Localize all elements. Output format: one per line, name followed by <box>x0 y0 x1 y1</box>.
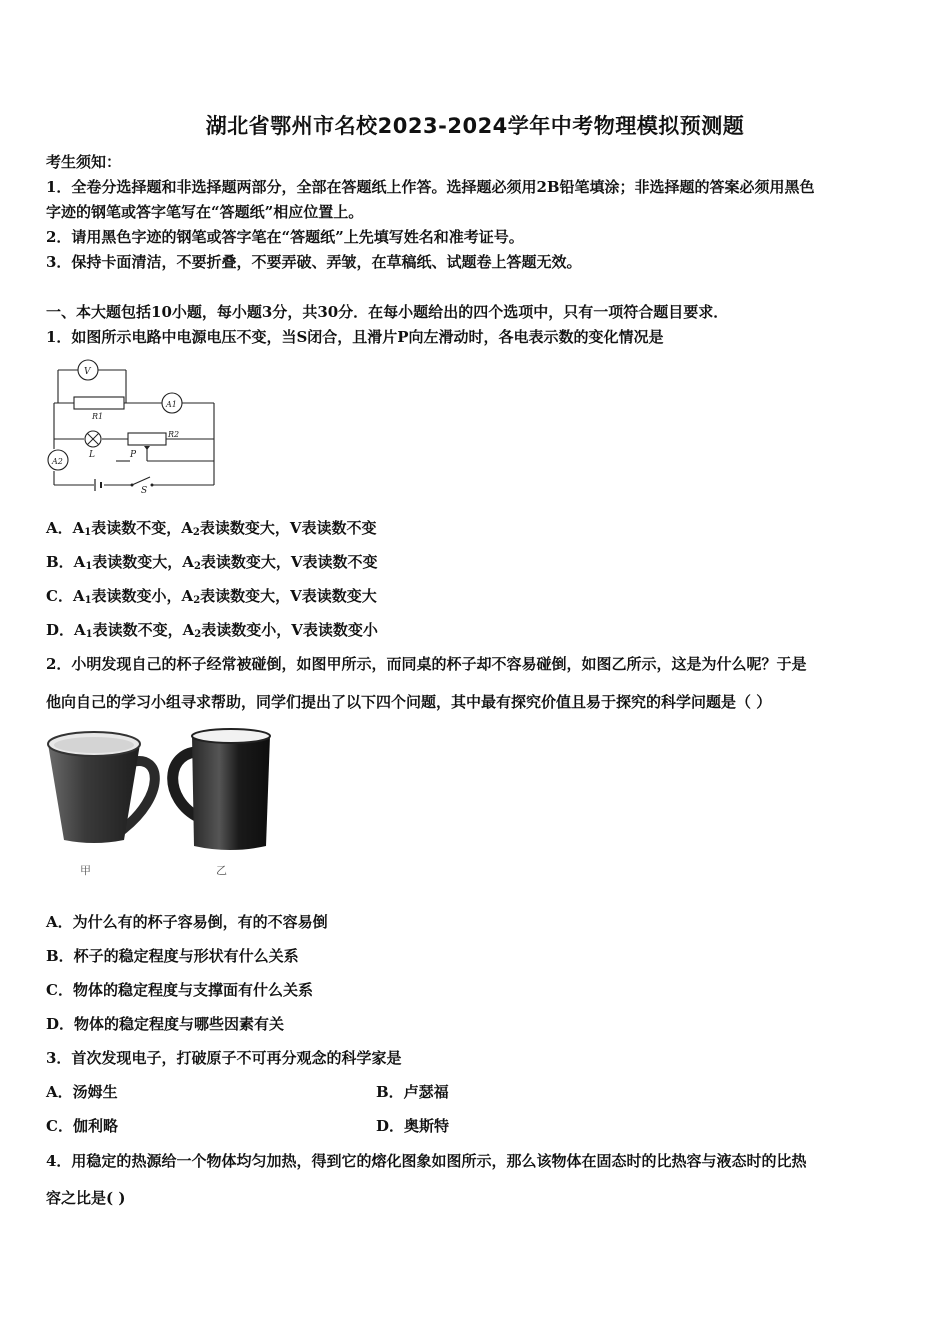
q1-option-d: D．$A_1$表读数不变，$A_2$表读数变小，V表读数变小 <box>46 621 378 640</box>
q1-stem: 1．如图所示电路中电源电压不变，当S闭合，且滑片P向左滑动时，各电表示数的变化情况是 <box>46 328 664 346</box>
label-a1: A1 <box>166 400 177 409</box>
label-v: V <box>84 367 91 377</box>
q1-option-a: A．$A_1$表读数不变，$A_2$表读数变大，V表读数不变 <box>46 519 377 538</box>
cups-figure <box>44 722 284 882</box>
label-r1: R1 <box>92 412 104 421</box>
slider-arrow-icon <box>144 446 150 450</box>
label-r2: R2 <box>168 430 180 439</box>
resistor-r1 <box>74 397 124 409</box>
q2-stem-line1: 2．小明发现自己的杯子经常被碰倒，如图甲所示，而同桌的杯子却不容易碰倒，如图乙所示，这是为什么呢？于是 <box>46 655 807 673</box>
q2-option-b: B．杯子的稳定程度与形状有什么关系 <box>46 947 299 965</box>
cup-yi <box>173 729 270 850</box>
notice-item: 2．请用黑色字迹的钢笔或答字笔在“答题纸”上先填写姓名和准考证号。 <box>46 228 524 246</box>
label-a2: A2 <box>52 457 63 466</box>
cup-label-jia: 甲 <box>80 864 91 877</box>
label-l: L <box>89 450 95 460</box>
cup-label-yi: 乙 <box>216 864 227 877</box>
q3-option-d: D．奥斯特 <box>376 1117 450 1135</box>
rheostat-r2 <box>128 433 166 445</box>
cup-jia <box>48 732 155 843</box>
label-p: P <box>130 450 137 460</box>
notice-item: 1．全卷分选择题和非选择题两部分，全部在答题纸上作答。选择题必须用2B铅笔填涂；非选择题的答案必须用黑色 <box>46 178 815 196</box>
q3-option-a: A．汤姆生 <box>46 1083 118 1101</box>
q4-stem-line1: 4．用稳定的热源给一个物体均匀加热，得到它的熔化图象如图所示，那么该物体在固态时的比热容与液态时的比热 <box>46 1152 807 1170</box>
q1-option-b: B．$A_1$表读数变大，$A_2$表读数变大，V表读数不变 <box>46 553 378 572</box>
q2-stem-line2: 他向自己的学习小组寻求帮助，同学们提出了以下四个问题，其中最有探究价值且易于探究的科学问题是（ ） <box>46 693 772 711</box>
label-s: S <box>141 486 148 493</box>
q1-option-c: C．$A_1$表读数变小，$A_2$表读数变大，V表读数变大 <box>46 587 377 606</box>
q2-option-d: D．物体的稳定程度与哪些因素有关 <box>46 1015 285 1033</box>
q3-stem: 3．首次发现电子，打破原子不可再分观念的科学家是 <box>46 1049 402 1067</box>
section-heading: 一、本大题包括10小题，每小题3分，共30分．在每小题给出的四个选项中，只有一项符合题目要求． <box>46 303 729 321</box>
circuit-diagram <box>44 353 218 493</box>
q2-option-a: A．为什么有的杯子容易倒，有的不容易倒 <box>46 913 328 931</box>
q4-stem-line2: 容之比是( ) <box>46 1189 126 1207</box>
page-title: 湖北省鄂州市名校2023-2024学年中考物理模拟预测题 <box>205 114 745 138</box>
q2-option-c: C．物体的稳定程度与支撑面有什么关系 <box>46 981 313 999</box>
notice-item: 3．保持卡面清洁，不要折叠，不要弄破、弄皱，在草稿纸、试题卷上答题无效。 <box>46 253 582 271</box>
notice-item: 字迹的钢笔或答字笔写在“答题纸”相应位置上。 <box>46 203 364 221</box>
q3-option-c: C．伽利略 <box>46 1117 118 1135</box>
q3-option-b: B．卢瑟福 <box>376 1083 449 1101</box>
notice-heading: 考生须知： <box>46 153 122 171</box>
